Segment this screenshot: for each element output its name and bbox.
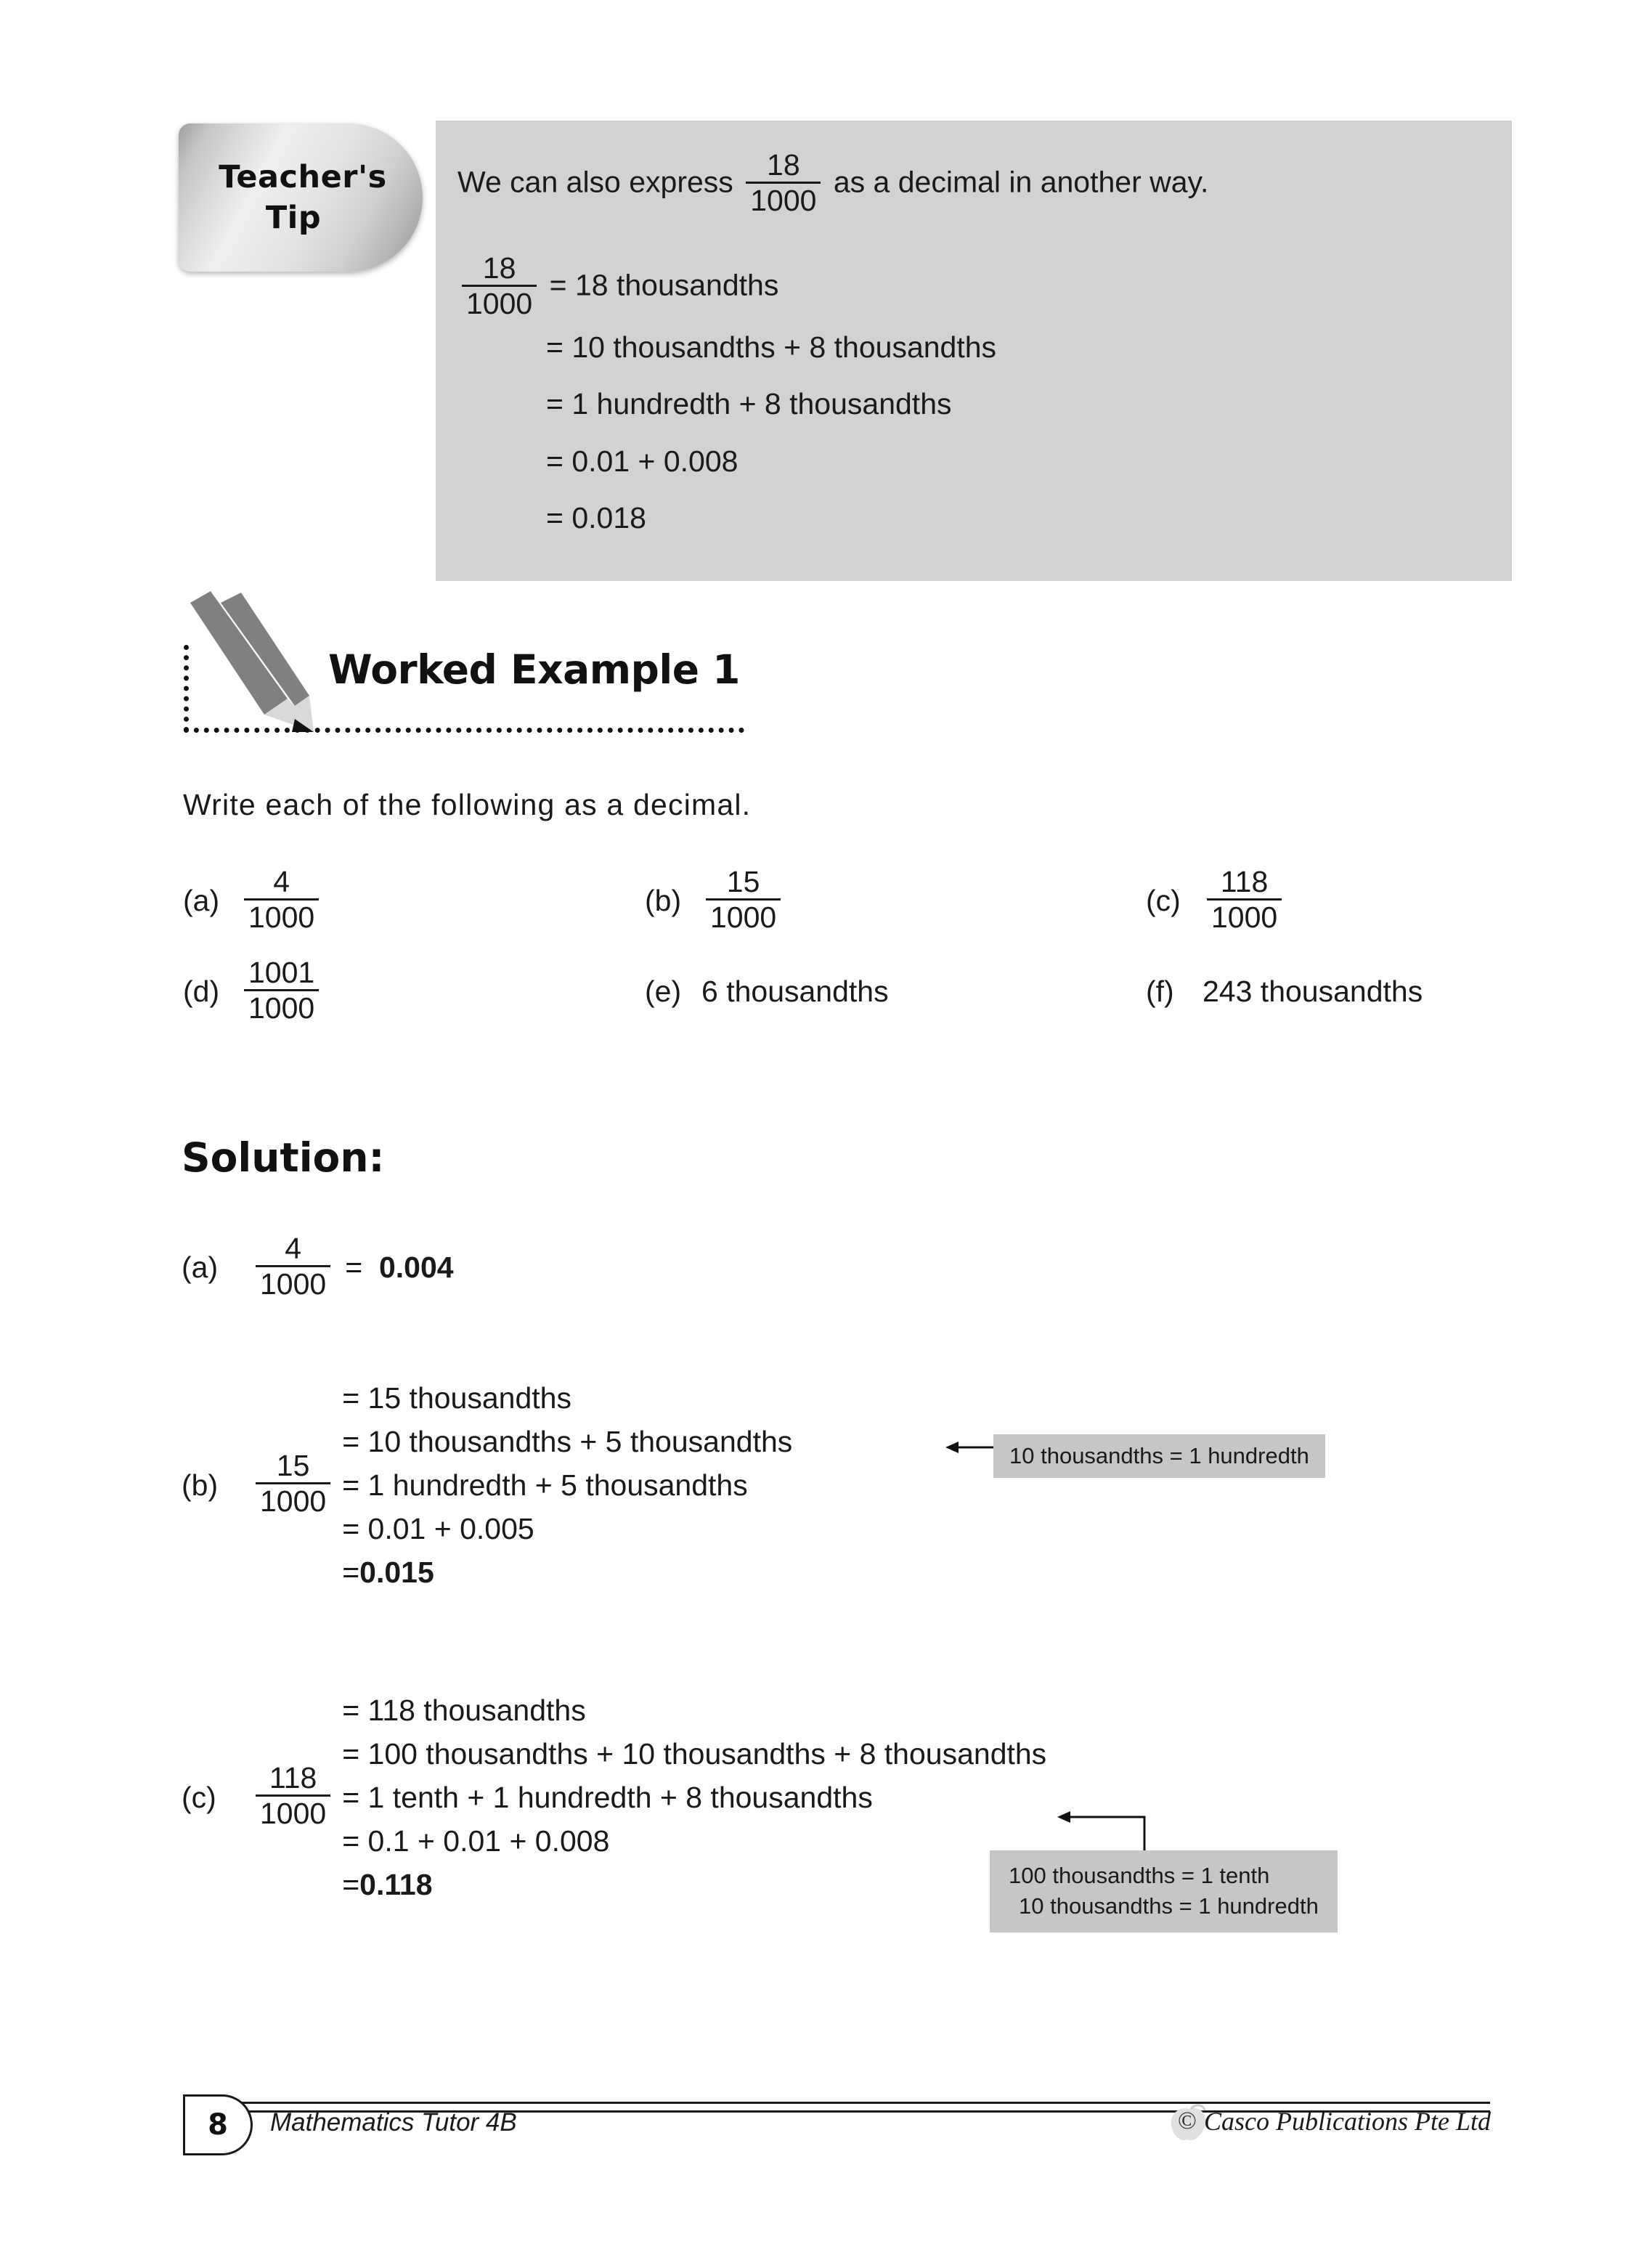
page-number-tab: 8 — [183, 2094, 253, 2155]
question-item-e — [645, 975, 889, 1009]
pencil-icon — [179, 590, 331, 735]
worked-example-instruction: Write each of the following as a decimal. — [183, 788, 752, 821]
question-numerator-d: 1001 — [248, 956, 315, 989]
solution-part-a: (a) $\frac{4}{1000}$ = 0.004 — [182, 1232, 454, 1301]
teachers-tip-badge — [179, 123, 423, 272]
solution-line-c-3: = 0.1 + 0.01 + 0.008 — [342, 1824, 610, 1858]
question-label-b: (b) — [645, 884, 682, 918]
solution-part-c — [182, 1688, 1046, 1906]
solution-line-b-3: = 0.01 + 0.005 — [342, 1511, 534, 1545]
question-item-a — [183, 865, 323, 934]
question-numerator-b: 15 — [726, 865, 760, 898]
tip-intro-fraction — [746, 150, 821, 216]
question-label-d: (d) — [183, 975, 220, 1009]
solution-numerator-b: 15 — [276, 1449, 310, 1483]
solution-denominator-c: 1000 — [256, 1794, 330, 1829]
question-item-f — [1146, 975, 1423, 1009]
tip-intro-sentence — [457, 148, 1209, 217]
question-item-b — [645, 865, 785, 934]
question-item-d — [183, 956, 323, 1025]
solution-label-c: (c) — [182, 1780, 216, 1814]
solution-fraction-c — [256, 1763, 330, 1829]
solution-numerator-a: 4 — [285, 1232, 302, 1265]
question-numerator-a: 4 — [273, 865, 290, 898]
tip-equation-numerator: 18 — [482, 251, 516, 285]
question-fraction-d — [244, 957, 319, 1023]
tip-equation-line-4: = 0.018 — [546, 501, 646, 534]
solution-answer-row-c — [342, 1863, 1046, 1906]
solution-answer-c: 0.118 — [359, 1867, 433, 1901]
solution-answer-b: 0.015 — [359, 1555, 434, 1589]
solution-answer-prefix-b: = — [342, 1555, 360, 1589]
solution-fraction-b — [256, 1450, 330, 1516]
question-text-f: 243 thousandths — [1203, 975, 1423, 1008]
solution-label-a: (a) — [182, 1251, 219, 1285]
question-item-c — [1146, 865, 1286, 934]
tip-equation-fraction — [462, 253, 537, 319]
tip-intro-prefix: We can also express — [457, 165, 733, 199]
solution-line-c-1: = 100 thousandths + 10 thousandths + 8 thousandths — [342, 1736, 1047, 1771]
solution-line-c-2: = 1 tenth + 1 hundredth + 8 thousandths — [342, 1780, 873, 1814]
question-denominator-a: 1000 — [244, 898, 319, 933]
question-fraction-a — [244, 866, 319, 932]
tip-intro-numerator: 18 — [767, 148, 800, 182]
footer-copyright: Casco Publications Pte Ltd — [1204, 2107, 1491, 2136]
solution-part-b — [182, 1376, 792, 1594]
solution-denominator-a: 1000 — [256, 1265, 330, 1300]
solution-answer-a: 0.004 — [378, 1251, 454, 1285]
tip-equation-denominator: 1000 — [462, 285, 537, 320]
callout-b: 10 thousandths = 1 hundredth — [993, 1434, 1325, 1478]
solution-title: Solution: — [182, 1134, 385, 1181]
solution-fraction-a — [256, 1233, 330, 1299]
callout-c — [990, 1850, 1338, 1932]
tip-intro-denominator: 1000 — [746, 182, 821, 216]
callout-c-line-2: 10 thousandths = 1 hundredth — [1019, 1893, 1319, 1919]
worked-example-title: Worked Example 1 — [328, 646, 740, 693]
question-label-c: (c) — [1146, 884, 1181, 918]
solution-line-b-2: = 1 hundredth + 5 thousandths — [342, 1468, 748, 1502]
question-fraction-c — [1207, 866, 1282, 932]
tip-intro-suffix: as a decimal in another way. — [833, 165, 1209, 199]
question-label-f: (f) — [1146, 975, 1174, 1008]
solution-answer-row-b — [342, 1550, 792, 1594]
question-label-e: (e) — [645, 975, 682, 1008]
question-denominator-c: 1000 — [1207, 898, 1282, 933]
footer-book-title: Mathematics Tutor 4B — [270, 2108, 517, 2137]
callout-c-line-1: 100 thousandths = 1 tenth — [1009, 1863, 1270, 1888]
solution-denominator-b: 1000 — [256, 1482, 330, 1517]
question-fraction-b — [706, 866, 781, 932]
solution-label-b: (b) — [182, 1468, 219, 1502]
tip-equation-line-0: = 18 thousandths — [549, 268, 779, 302]
tip-equation-first-line — [457, 251, 779, 320]
solution-line-c-0: = 118 thousandths — [342, 1693, 586, 1727]
question-numerator-c: 118 — [1220, 865, 1269, 898]
question-text-e: 6 thousandths — [701, 975, 889, 1008]
teachers-tip-badge-line2: Tip — [265, 200, 322, 236]
tip-equation-line-1: = 10 thousandths + 8 thousandths — [546, 330, 997, 364]
question-denominator-b: 1000 — [706, 898, 781, 933]
question-label-a: (a) — [183, 884, 220, 918]
copyright-symbol: © — [1178, 2107, 1197, 2134]
solution-line-b-0: = 15 thousandths — [342, 1381, 571, 1415]
solution-numerator-c: 118 — [269, 1761, 317, 1795]
tip-equation-line-3: = 0.01 + 0.008 — [546, 444, 738, 478]
solution-answer-prefix-c: = — [342, 1867, 360, 1901]
teachers-tip-badge-line1: Teacher's — [219, 159, 387, 195]
solution-line-b-1: = 10 thousandths + 5 thousandths — [342, 1424, 793, 1458]
question-denominator-d: 1000 — [244, 989, 319, 1024]
tip-equation-line-2: = 1 hundredth + 8 thousandths — [546, 387, 952, 420]
